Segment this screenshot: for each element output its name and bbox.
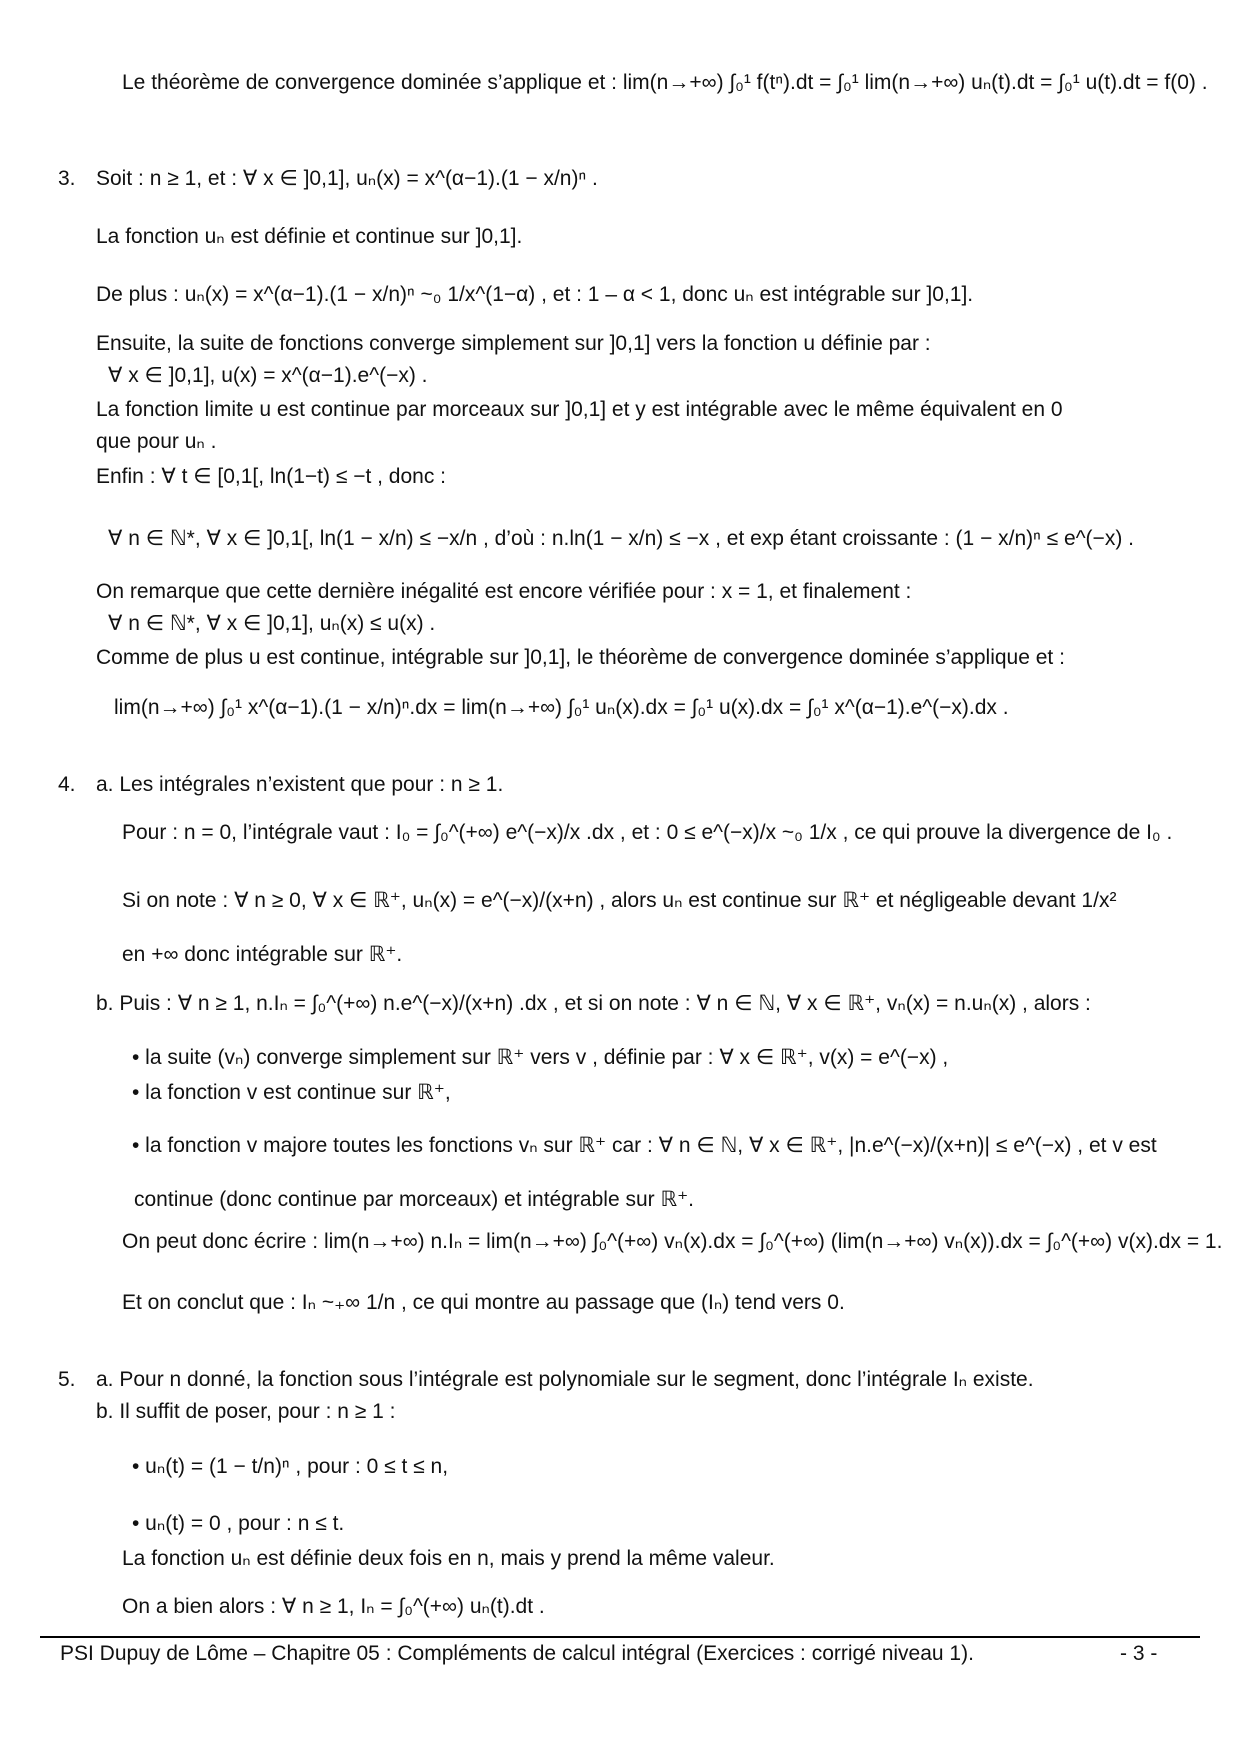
text-line-l14: lim(n→+∞) ∫₀¹ x^(α−1).(1 − x/n)ⁿ.dx = lim(n→+∞) ∫₀¹ uₙ(x).dx = ∫₀¹ u(x).dx = ∫₀¹ x^(α−1).e^(−x).dx . bbox=[114, 696, 1009, 719]
text-line-l31: On a bien alors : ∀ n ≥ 1, Iₙ = ∫₀^(+∞) uₙ(t).dt . bbox=[122, 1595, 545, 1618]
text-line-l11: On remarque que cette dernière inégalité est encore vérifiée pour : x = 1, et finalement : bbox=[96, 580, 912, 603]
text-line-l19: b. Puis : ∀ n ≥ 1, n.Iₙ = ∫₀^(+∞) n.e^(−x)/(x+n) .dx , et si on note : ∀ n ∈ ℕ, ∀ x ∈ ℝ⁺, vₙ(x) = n.uₙ(x) , alors : bbox=[96, 992, 1091, 1015]
text-line-l27: b. Il suffit de poser, pour : n ≥ 1 : bbox=[96, 1400, 396, 1423]
text-line-l12: ∀ n ∈ ℕ*, ∀ x ∈ ]0,1], uₙ(x) ≤ u(x) . bbox=[108, 612, 436, 635]
text-line-l28: • uₙ(t) = (1 − t/n)ⁿ , pour : 0 ≤ t ≤ n, bbox=[132, 1455, 449, 1478]
section-number: 4. bbox=[58, 773, 76, 796]
page-number: - 3 - bbox=[1120, 1642, 1158, 1665]
text-line-l24: On peut donc écrire : lim(n→+∞) n.Iₙ = lim(n→+∞) ∫₀^(+∞) vₙ(x).dx = ∫₀^(+∞) (lim(n→+∞) vₙ(x)).dx = ∫₀^(+∞) v(x).dx = 1. bbox=[122, 1230, 1223, 1253]
text-line-l18: en +∞ donc intégrable sur ℝ⁺. bbox=[122, 943, 403, 966]
text-line-l05: Ensuite, la suite de fonctions converge simplement sur ]0,1] vers la fonction u définie par : bbox=[96, 332, 931, 355]
text-line-l08: que pour uₙ . bbox=[96, 430, 217, 453]
text-line-l01: Le théorème de convergence dominée s’applique et : lim(n→+∞) ∫₀¹ f(tⁿ).dt = ∫₀¹ lim(n→+∞) uₙ(t).dt = ∫₀¹ u(t).dt = f(0) . bbox=[122, 71, 1208, 94]
text-line-l07: La fonction limite u est continue par morceaux sur ]0,1] et y est intégrable avec le même équivalent en 0 bbox=[96, 398, 1063, 421]
section-number: 5. bbox=[58, 1368, 76, 1391]
text-line-l09: Enfin : ∀ t ∈ [0,1[, ln(1−t) ≤ −t , donc : bbox=[96, 465, 447, 488]
text-line-l23: continue (donc continue par morceaux) et intégrable sur ℝ⁺. bbox=[134, 1188, 695, 1211]
text-line-l10: ∀ n ∈ ℕ*, ∀ x ∈ ]0,1[, ln(1 − x/n) ≤ −x/n , d’où : n.ln(1 − x/n) ≤ −x , et exp étant croissante : (1 − x/n)ⁿ ≤ e^(−x) . bbox=[108, 527, 1134, 550]
text-line-l30: La fonction uₙ est définie deux fois en n, mais y prend la même valeur. bbox=[122, 1547, 775, 1570]
text-line-l25: Et on conclut que : Iₙ ~₊∞ 1/n , ce qui montre au passage que (Iₙ) tend vers 0. bbox=[122, 1291, 845, 1314]
text-line-l17: Si on note : ∀ n ≥ 0, ∀ x ∈ ℝ⁺, uₙ(x) = e^(−x)/(x+n) , alors uₙ est continue sur ℝ⁺ et négligeable devant 1/x² bbox=[122, 889, 1117, 912]
footer-divider bbox=[40, 1636, 1200, 1638]
text-line-l20: • la suite (vₙ) converge simplement sur ℝ⁺ vers v , définie par : ∀ x ∈ ℝ⁺, v(x) = e^(−x) , bbox=[132, 1046, 949, 1069]
text-line-l21: • la fonction v est continue sur ℝ⁺, bbox=[132, 1081, 451, 1104]
footer-title: PSI Dupuy de Lôme – Chapitre 05 : Compléments de calcul intégral (Exercices : corrigé niveau 1). bbox=[60, 1642, 974, 1665]
text-line-l22: • la fonction v majore toutes les fonctions vₙ sur ℝ⁺ car : ∀ n ∈ ℕ, ∀ x ∈ ℝ⁺, |n.e^(−x)/(x+n)| ≤ e^(−x) , et v est bbox=[132, 1134, 1157, 1157]
text-line-l04: De plus : uₙ(x) = x^(α−1).(1 − x/n)ⁿ ~₀ 1/x^(1−α) , et : 1 – α < 1, donc uₙ est intégrable sur ]0,1]. bbox=[96, 283, 974, 306]
text-line-l29: • uₙ(t) = 0 , pour : n ≤ t. bbox=[132, 1512, 345, 1535]
text-line-l16: Pour : n = 0, l’intégrale vaut : I₀ = ∫₀^(+∞) e^(−x)/x .dx , et : 0 ≤ e^(−x)/x ~₀ 1/x , ce qui prouve la divergence de I₀ . bbox=[122, 821, 1173, 844]
text-line-l15: a. Les intégrales n’existent que pour : n ≥ 1. bbox=[96, 773, 504, 796]
text-line-l26: a. Pour n donné, la fonction sous l’intégrale est polynomiale sur le segment, donc l’intégrale Iₙ existe. bbox=[96, 1368, 1034, 1391]
text-line-l03: La fonction uₙ est définie et continue sur ]0,1]. bbox=[96, 225, 523, 248]
text-line-l13: Comme de plus u est continue, intégrable sur ]0,1], le théorème de convergence dominée s’applique et : bbox=[96, 646, 1065, 669]
section-number: 3. bbox=[58, 167, 76, 190]
text-line-l06: ∀ x ∈ ]0,1], u(x) = x^(α−1).e^(−x) . bbox=[108, 364, 428, 387]
text-line-l02: Soit : n ≥ 1, et : ∀ x ∈ ]0,1], uₙ(x) = x^(α−1).(1 − x/n)ⁿ . bbox=[96, 167, 598, 190]
